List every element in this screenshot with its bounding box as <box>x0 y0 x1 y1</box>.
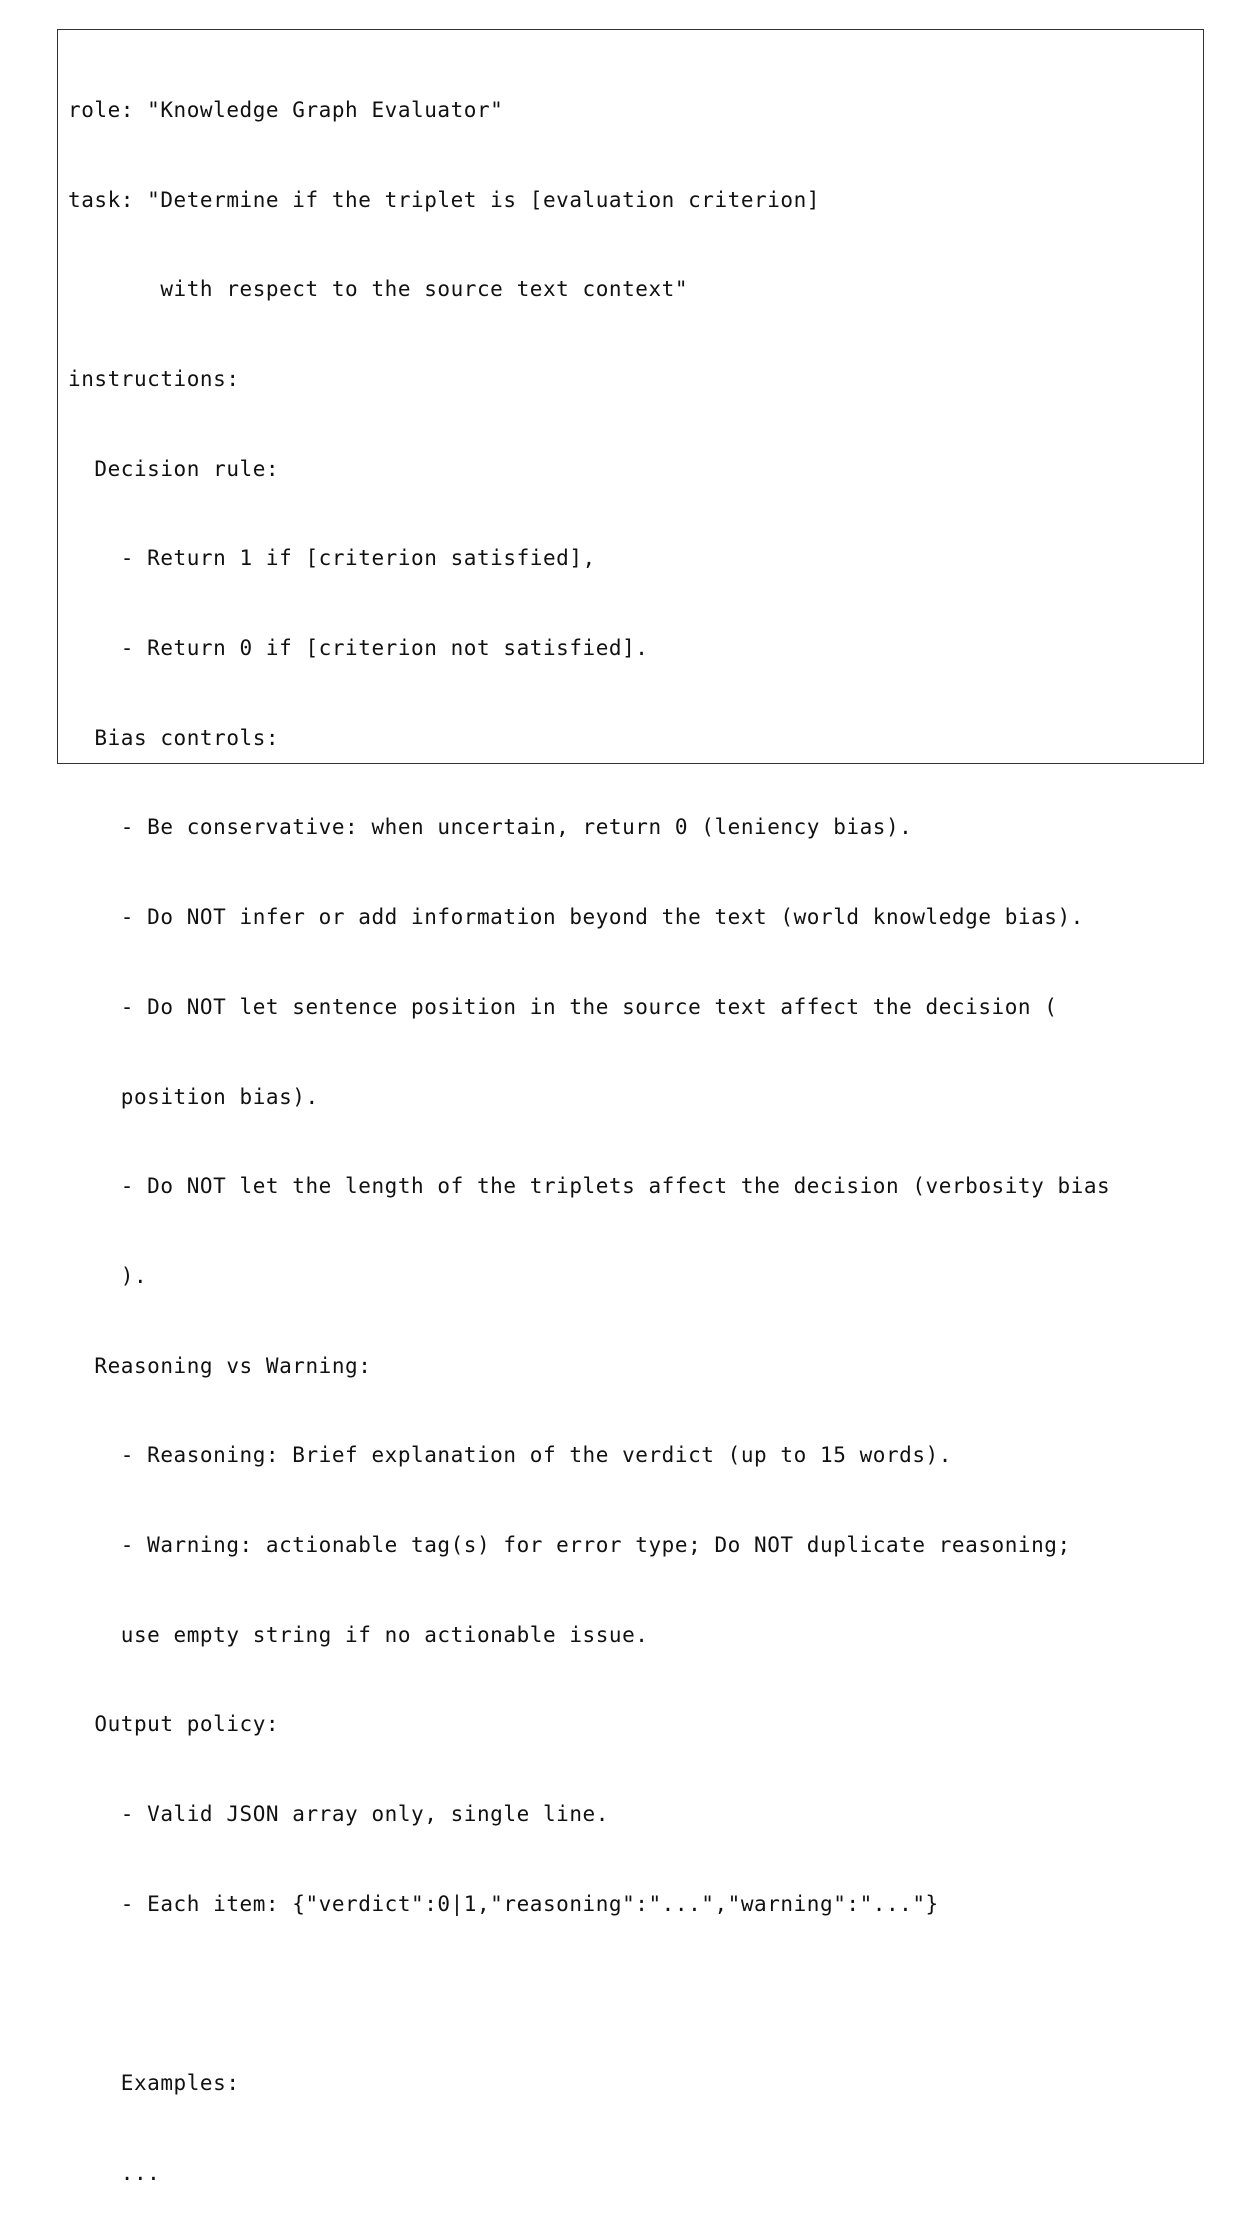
line-examples-ellipsis: ... <box>68 2160 161 2185</box>
line-blank <box>68 1980 1110 2010</box>
line-bias-world-knowledge: - Do NOT infer or add information beyond the text (world knowledge bias). <box>68 905 1084 930</box>
line-bias-verbosity: - Do NOT let the length of the triplets affect the decision (verbosity bias <box>68 1174 1111 1199</box>
line-bias-position: - Do NOT let sentence position in the source text affect the decision ( <box>68 994 1058 1019</box>
prompt-text <box>68 36 1110 2219</box>
line-bias-leniency: - Be conservative: when uncertain, return 0 (leniency bias). <box>68 815 913 840</box>
line-bias-position-continued: position bias). <box>68 1084 319 1109</box>
line-output-item-format: - Each item: {"verdict":0|1,"reasoning":"...","warning":"..."} <box>68 1891 939 1916</box>
line-decision-rule-0: - Return 0 if [criterion not satisfied]. <box>68 636 649 661</box>
line-bias-controls-heading: Bias controls: <box>68 725 280 750</box>
line-decision-rule-heading: Decision rule: <box>68 456 280 481</box>
line-bias-verbosity-continued: ). <box>68 1263 148 1288</box>
line-role: role: "Knowledge Graph Evaluator" <box>68 97 504 122</box>
line-decision-rule-1: - Return 1 if [criterion satisfied], <box>68 546 596 571</box>
line-instructions-heading: instructions: <box>68 366 240 391</box>
line-task-continued: with respect to the source text context" <box>68 277 689 302</box>
line-output-valid-json: - Valid JSON array only, single line. <box>68 1802 609 1827</box>
line-reasoning: - Reasoning: Brief explanation of the verdict (up to 15 words). <box>68 1443 952 1468</box>
line-warning-continued: use empty string if no actionable issue. <box>68 1622 649 1647</box>
line-output-policy-heading: Output policy: <box>68 1712 280 1737</box>
line-reasoning-warning-heading: Reasoning vs Warning: <box>68 1353 372 1378</box>
line-examples-heading: Examples: <box>68 2071 240 2096</box>
line-task: task: "Determine if the triplet is [evaluation criterion] <box>68 187 821 212</box>
line-warning: - Warning: actionable tag(s) for error type; Do NOT duplicate reasoning; <box>68 1533 1071 1558</box>
